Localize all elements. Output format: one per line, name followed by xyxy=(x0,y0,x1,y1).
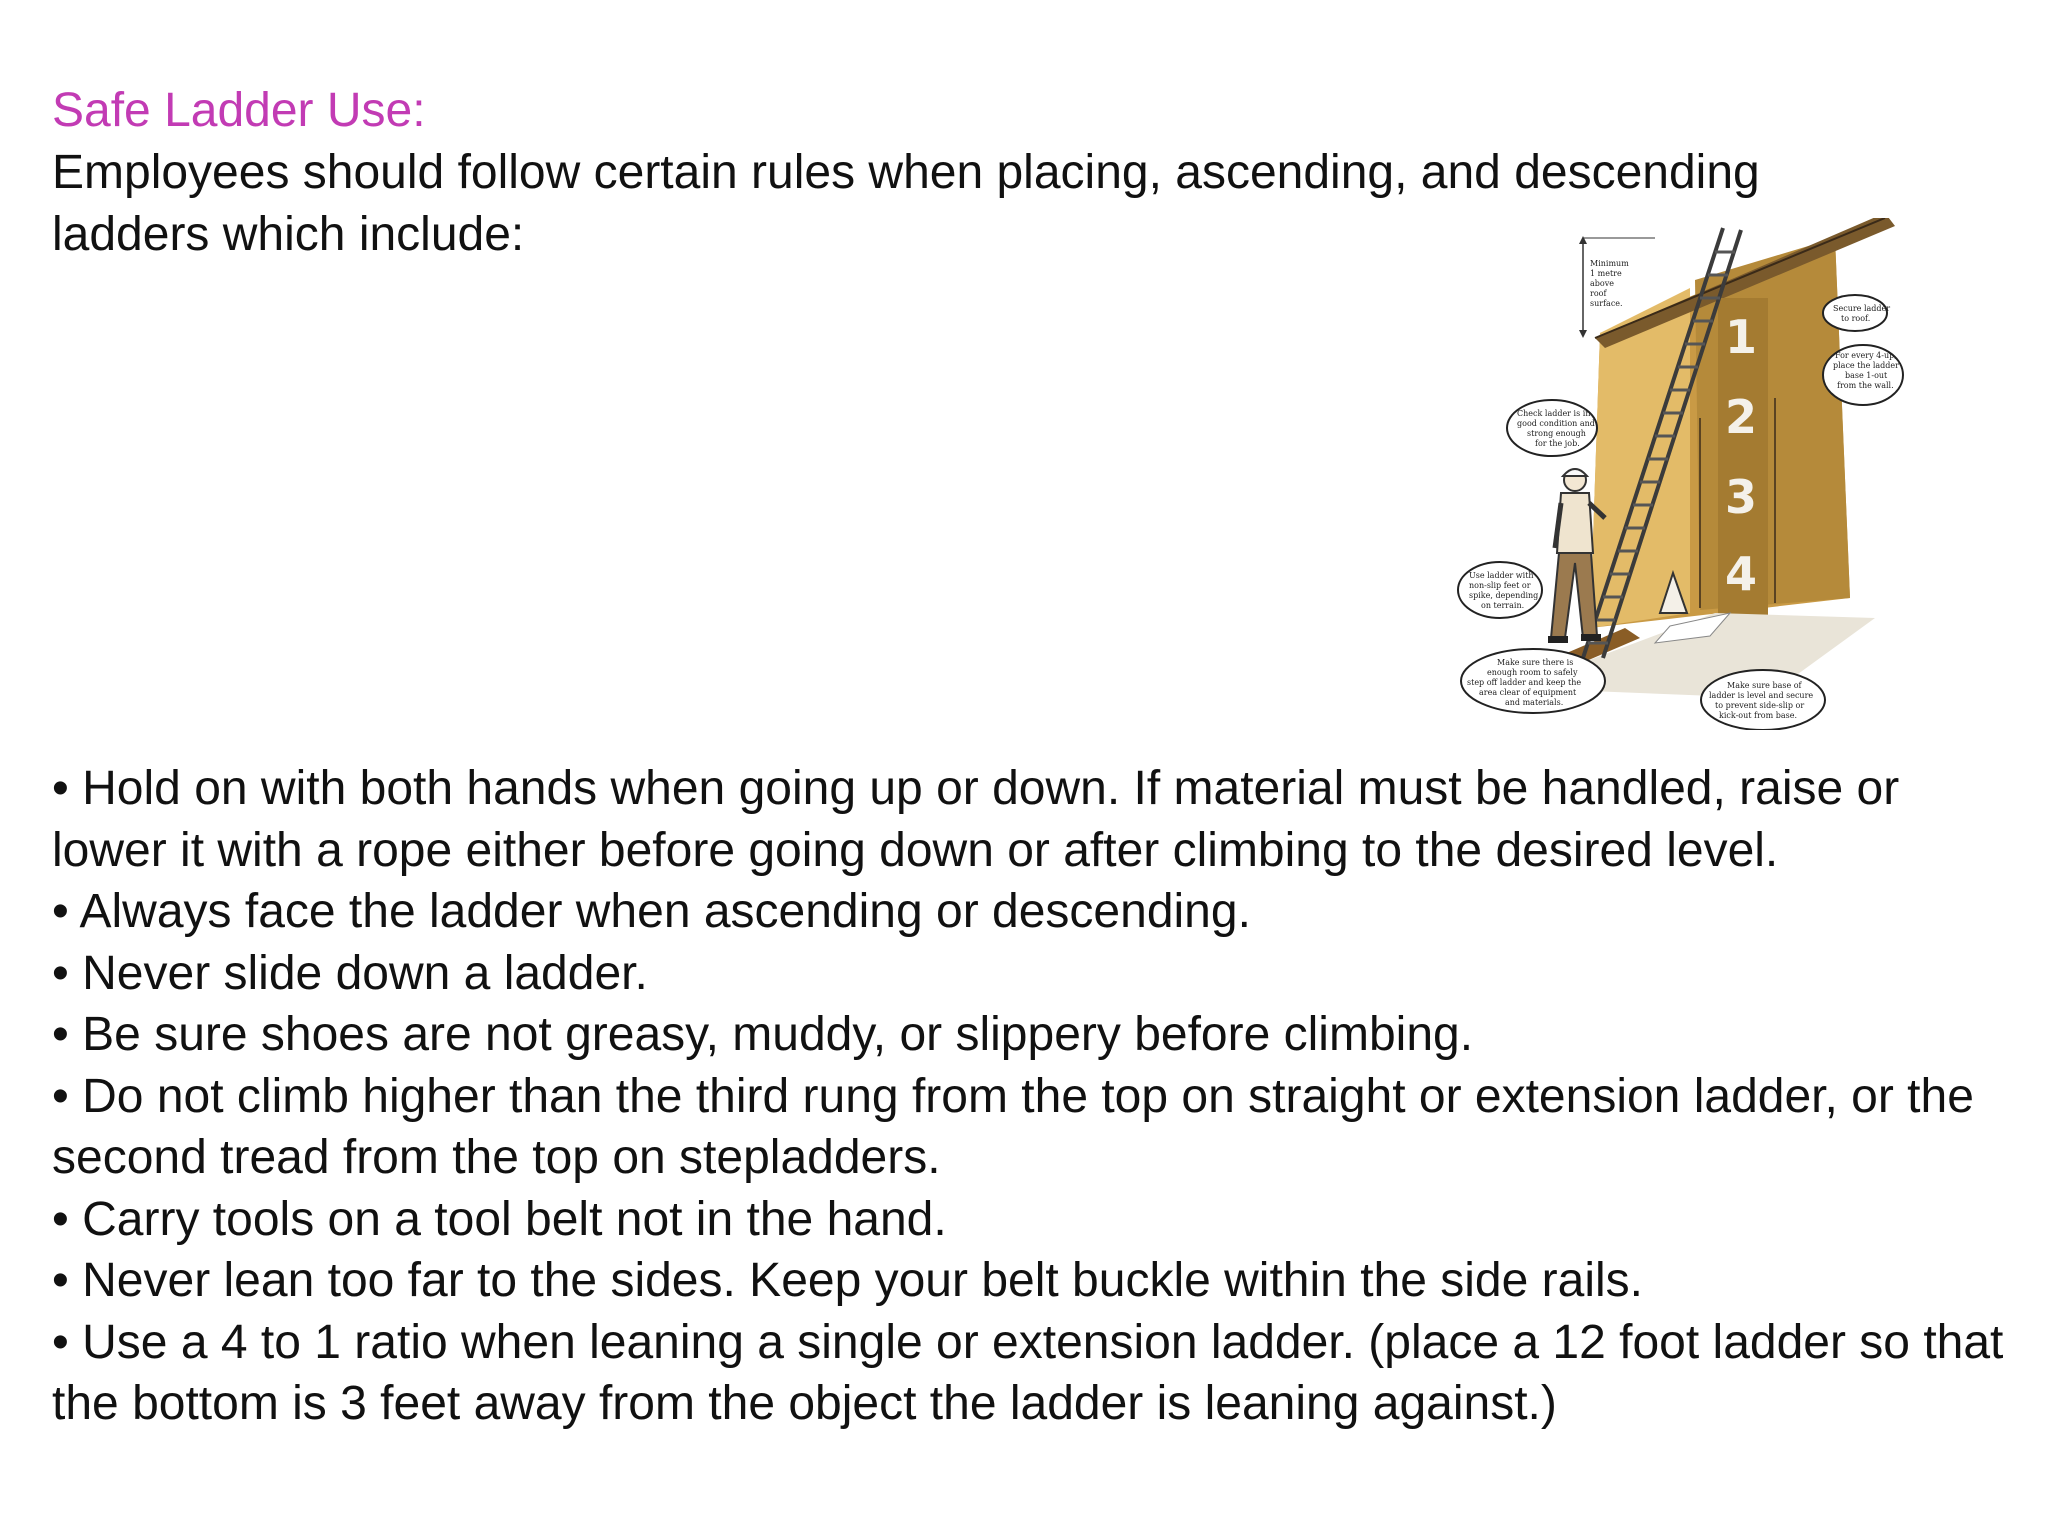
callout-base-4: kick-out from base. xyxy=(1719,711,1798,720)
rule-item: • Carry tools on a tool belt not in the hand. xyxy=(52,1192,947,1246)
callout-minimum-2: 1 metre xyxy=(1590,269,1622,278)
callout-room-3: step off ladder and keep the xyxy=(1467,678,1582,687)
callout-nonslip-2: non-slip feet or xyxy=(1469,581,1531,590)
callout-room-2: enough room to safely xyxy=(1487,668,1578,677)
callout-ratio-2: place the ladder xyxy=(1833,361,1899,370)
callout-secure-1: Secure ladder xyxy=(1833,304,1891,313)
callout-ratio-1: For every 4-up, xyxy=(1835,351,1897,360)
callout-base-3: to prevent side-slip or xyxy=(1715,701,1805,710)
step-number-1: 1 xyxy=(1725,310,1758,364)
rule-item: • Be sure shoes are not greasy, muddy, or slippery before climbing. xyxy=(52,1008,1474,1061)
callout-check-1: Check ladder is in xyxy=(1517,409,1591,418)
callout-room-1: Make sure there is xyxy=(1497,658,1574,667)
rule-item: • Hold on with both hands when going up or down. If material must be handled, raise or lower it with a rope either before going down or after climbing to the desired level. xyxy=(52,762,1900,877)
callout-check-2: good condition and xyxy=(1517,419,1595,428)
rule-item: • Never lean too far to the sides. Keep your belt buckle within the side rails. xyxy=(52,1254,1643,1307)
callout-room-5: and materials. xyxy=(1505,698,1564,707)
rule-item: • Use a 4 to 1 ratio when leaning a single or extension ladder. (place a 12 foot ladder so that the bottom is 3 feet away from the object the ladder is leaning against.) xyxy=(52,1315,2004,1430)
callout-minimum-5: surface. xyxy=(1590,299,1623,308)
rule-item: • Always face the ladder when ascending or descending. xyxy=(52,885,1251,938)
callout-nonslip-1: Use ladder with xyxy=(1469,571,1534,580)
step-number-4: 4 xyxy=(1725,547,1758,601)
slide-title: Safe Ladder Use: xyxy=(52,84,426,137)
callout-minimum-4: roof xyxy=(1590,289,1607,298)
callout-secure-2: to roof. xyxy=(1841,314,1871,323)
callout-check-4: for the job. xyxy=(1535,439,1580,448)
rule-item: • Never slide down a ladder. xyxy=(52,946,648,1000)
callout-base-2: ladder is level and secure xyxy=(1709,691,1814,700)
callout-ratio-3: base 1-out xyxy=(1845,371,1888,380)
callout-nonslip-4: on terrain. xyxy=(1481,601,1525,610)
intro-text: Employees should follow certain rules when placing, ascending, and descending ladders which include: xyxy=(52,146,1760,261)
rule-item: • Do not climb higher than the third rung from the top on straight or extension ladder, or the second tread from the top on stepladders. xyxy=(52,1069,1974,1184)
step-number-3: 3 xyxy=(1725,470,1758,524)
callout-ratio-4: from the wall. xyxy=(1837,381,1894,390)
callout-base-1: Make sure base of xyxy=(1727,681,1802,690)
step-number-2: 2 xyxy=(1725,390,1758,444)
rules-list xyxy=(52,758,2012,1435)
callout-check-3: strong enough xyxy=(1527,429,1586,438)
callout-minimum-1: Minimum xyxy=(1590,259,1629,268)
callout-nonslip-3: spike, depending xyxy=(1469,591,1539,600)
callout-minimum-3: above xyxy=(1590,279,1614,288)
callout-room-4: area clear of equipment xyxy=(1479,688,1577,697)
ladder-safety-illustration xyxy=(1455,218,1905,730)
